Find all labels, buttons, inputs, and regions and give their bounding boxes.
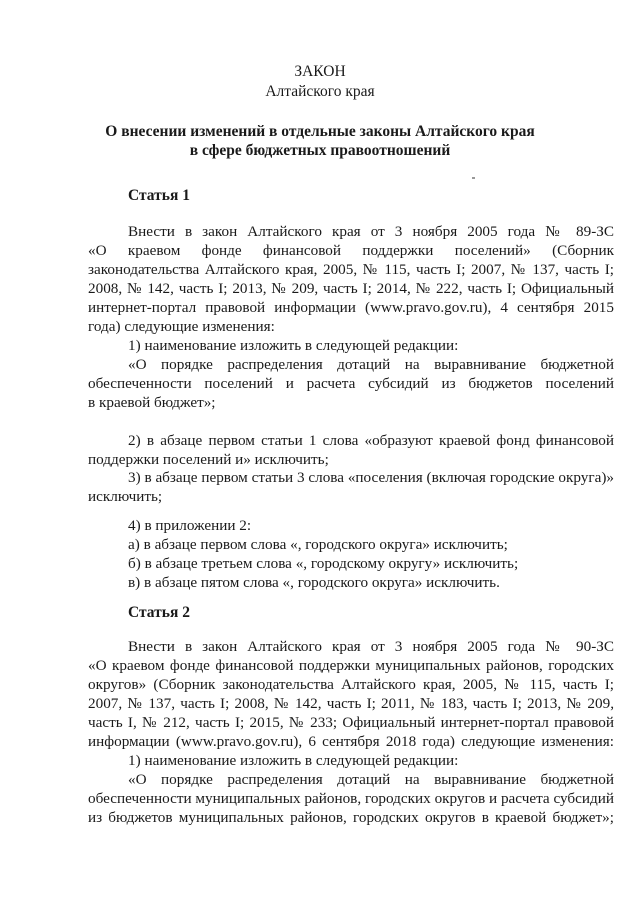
article-1-heading: Статья 1 (128, 187, 190, 204)
article-2-heading: Статья 2 (128, 604, 190, 621)
article-1-intro (88, 222, 614, 412)
paragraph-line: «О краевом фонде финансовой поддержки поселений» (Сборник (88, 242, 614, 259)
article-2-item-1: 1) наименование изложить в следующей редакции: (128, 752, 459, 769)
paragraph-line: 2008, № 142, часть I; 2013, № 209, часть I; 2014, № 222, часть I; Официальный (88, 280, 614, 297)
paragraph-line: 2) в абзаце первом статьи 1 слова «образуют краевой фонд финансовой (128, 432, 614, 449)
paragraph-line: Внести в закон Алтайского края от 3 ноября 2005 года № 89-ЗС (128, 223, 614, 240)
subitem-line: в) в абзаце пятом слова «, городского округа» исключить. (128, 574, 500, 591)
scan-speck (472, 177, 475, 179)
paragraph-line: исключить; (88, 488, 163, 505)
paragraph-line: 2007, № 137, часть I; 2008, № 142, часть I; 2011, № 183, часть I; 2013, № 209, (88, 695, 614, 712)
paragraph-line: информации (www.pravo.gov.ru), 6 сентября 2018 года) следующие изменения: (88, 733, 614, 750)
paragraph-line: года) следующие изменения: (88, 318, 275, 335)
article-1-item-2 (88, 431, 614, 469)
quote-line: обеспеченности поселений и расчета субсидий из бюджетов поселений (88, 375, 614, 392)
quote-line: обеспеченности муниципальных районов, городских округов и расчета субсидий (88, 790, 614, 807)
article-2-intro (88, 637, 614, 827)
paragraph-line: часть I, № 212, часть I; 2015, № 233; Официальный интернет-портал правовой (88, 714, 614, 731)
paragraph-line: законодательства Алтайского края, 2005, № 115, часть I; 2007, № 137, часть I; (88, 261, 614, 278)
subject-line: О внесении изменений в отдельные законы Алтайского края (105, 123, 535, 140)
paragraph-line: Внести в закон Алтайского края от 3 ноября 2005 года № 90-ЗС (128, 638, 614, 655)
document-subject (0, 122, 640, 160)
quote-line: из бюджетов муниципальных районов, городских округов в краевой бюджет»; (88, 809, 614, 826)
subitem-line: б) в абзаце третьем слова «, городскому округу» исключить; (128, 555, 519, 572)
paragraph-line: интернет-портал правовой информации (www.pravo.gov.ru), 4 сентября 2015 (88, 299, 614, 316)
paragraph-line: поддержки поселений и» исключить; (88, 451, 329, 468)
article-1-item-3 (88, 468, 614, 506)
subject-line: в сфере бюджетных правоотношений (189, 142, 451, 159)
paragraph-line: 4) в приложении 2: (128, 517, 252, 534)
paragraph-line: «О краевом фонде финансовой поддержки муниципальных районов, городских (88, 657, 614, 674)
document-type-title: ЗАКОН (294, 63, 346, 80)
document-region: Алтайского края (265, 83, 375, 100)
article-1-item-4 (88, 516, 614, 592)
paragraph-line: 3) в абзаце первом статьи 3 слова «поселения (включая городские округа)» (128, 469, 614, 486)
quote-line: «О порядке распределения дотаций на выравнивание бюджетной (128, 356, 614, 373)
subitem-line: а) в абзаце первом слова «, городского округа» исключить; (128, 536, 508, 553)
quote-line: «О порядке распределения дотаций на выравнивание бюджетной (128, 771, 614, 788)
article-1-item-1: 1) наименование изложить в следующей редакции: (128, 337, 459, 354)
quote-line: в краевой бюджет»; (88, 394, 216, 411)
paragraph-line: округов» (Сборник законодательства Алтайского края, 2005, № 115, часть I; (88, 676, 614, 693)
